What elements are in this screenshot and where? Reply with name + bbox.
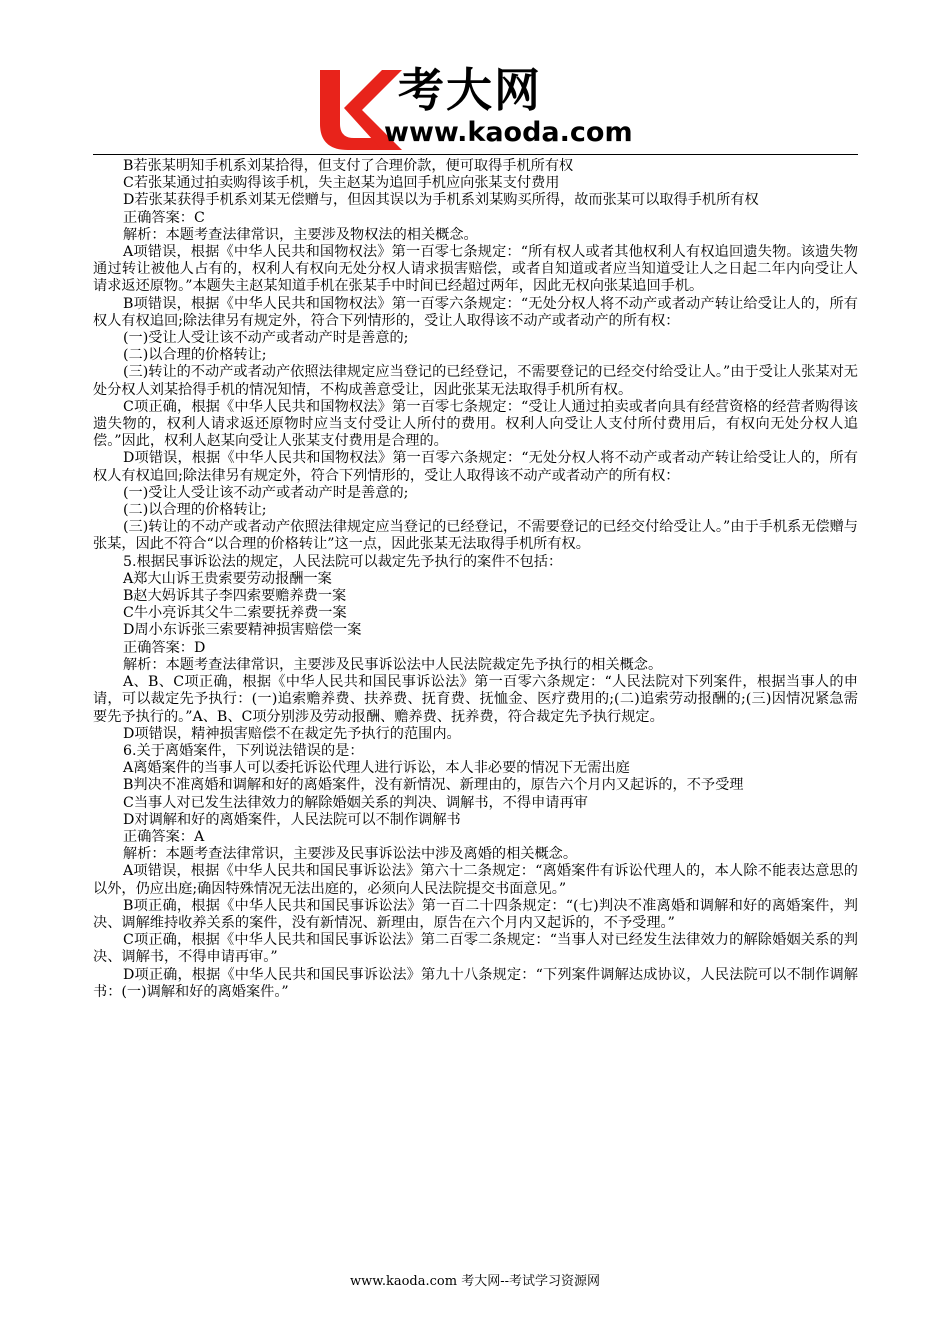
- answer-line: 正确答案：C: [123, 209, 205, 226]
- paragraph: A项错误，根据《中华人民共和国民事诉讼法》第六十二条规定：“离婚案件有诉讼代理人的，本人除不能表达意思的以外，仍应出庭;确因特殊情况无法出庭的，必须向人民法院提交书面意见。”: [93, 863, 858, 897]
- paragraph: (一)受让人受让该不动产或者动产时是善意的;: [123, 330, 409, 347]
- page-footer: www.kaoda.com 考大网--考试学习资源网: [350, 1274, 600, 1289]
- paragraph: B若张某明知手机系刘某拾得，但支付了合理价款，便可取得手机所有权: [123, 158, 574, 174]
- analysis-line: 解析：本题考查法律常识，主要涉及民事诉讼法中涉及离婚的相关概念。: [123, 846, 578, 863]
- logo-chinese-text: 考大网: [398, 63, 542, 117]
- paragraph: C项正确，根据《中华人民共和国物权法》第一百零七条规定：“受让人通过拍卖或者向具有经营资格的经营者购得该遗失物的，权利人请求返还原物时应当支付受让人所付的费用。权利人向受让人支付所付费用后，有权向无处分权人追偿。”因此，权利人赵某向受让人张某支付费用是合理的。: [93, 398, 858, 450]
- logo-url-text: www.kaoda.com: [384, 117, 633, 148]
- paragraph: D若张某获得手机系刘某无偿赠与，但因其误以为手机系刘某购买所得，故而张某可以取得手机所有权: [123, 192, 759, 209]
- paragraph: (二)以合理的价格转让;: [123, 347, 267, 364]
- question-option: A离婚案件的当事人可以委托诉讼代理人进行诉讼，本人非必要的情况下无需出庭: [123, 760, 630, 777]
- paragraph: C项正确，根据《中华人民共和国民事诉讼法》第二百零二条规定：“当事人对已经发生法律效力的解除婚姻关系的判决、调解书，不得申请再审。”: [93, 932, 858, 966]
- question-option: A郑大山诉王贵索要劳动报酬一案: [123, 570, 332, 587]
- question-option: C牛小亮诉其父牛二索要抚养费一案: [123, 605, 347, 622]
- paragraph: (三)转让的不动产或者动产依照法律规定应当登记的已经登记，不需要登记的已经交付给受让人。”由于受让人张某对无处分权人刘某拾得手机的情况知情，不构成善意受让，因此张某无法取得手机所有权。: [93, 364, 858, 398]
- analysis-line: 解析：本题考查法律常识，主要涉及民事诉讼法中人民法院裁定先予执行的相关概念。: [123, 656, 663, 673]
- paragraph: C若张某通过拍卖购得该手机，失主赵某为追回手机应向张某支付费用: [123, 175, 560, 192]
- question-stem: 6.关于离婚案件，下列说法错误的是：: [123, 742, 364, 759]
- paragraph: D项错误，根据《中华人民共和国物权法》第一百零六条规定：“无处分权人将不动产或者动产转让给受让人的，所有权人有权追回;除法律另有规定外，符合下列情形的，受让人取得该不动产或者动产的所有权：: [93, 450, 858, 484]
- paragraph: D项错误，精神损害赔偿不在裁定先予执行的范围内。: [123, 725, 461, 742]
- paragraph: B项错误，根据《中华人民共和国物权法》第一百零六条规定：“无处分权人将不动产或者动产转让给受让人的，所有权人有权追回;除法律另有规定外，符合下列情形的，受让人取得该不动产或者动产的所有权：: [93, 295, 858, 329]
- question-option: D对调解和好的离婚案件，人民法院可以不制作调解书: [123, 811, 461, 828]
- answer-line: 正确答案：A: [123, 828, 205, 845]
- question-option: B赵大妈诉其子李四索要赡养费一案: [123, 588, 347, 605]
- question-stem: 5.根据民事诉讼法的规定，人民法院可以裁定先予执行的案件不包括：: [123, 553, 563, 570]
- header-divider: [93, 154, 858, 155]
- question-option: B判决不准离婚和调解和好的离婚案件，没有新情况、新理由的，原告六个月内又起诉的，不予受理: [123, 777, 744, 794]
- question-option: C当事人对已发生法律效力的解除婚姻关系的判决、调解书，不得申请再审: [123, 794, 588, 811]
- analysis-line: 解析：本题考查法律常识，主要涉及物权法的相关概念。: [123, 226, 478, 243]
- paragraph: A、B、C项正确，根据《中华人民共和国民事诉讼法》第一百零六条规定：“人民法院对下列案件，根据当事人的申请，可以裁定先予执行：(一)追索赡养费、扶养费、抚育费、抚恤金、医疗费用的;(二)追索劳动报酬的;(三)因情况紧急需要先予执行的。”A、B、C项分别涉及劳动报酬、赡养费、抚养费，符合裁定先予执行规定。: [93, 674, 858, 725]
- question-option: D周小东诉张三索要精神损害赔偿一案: [123, 622, 362, 639]
- paragraph: D项正确，根据《中华人民共和国民事诉讼法》第九十八条规定：“下列案件调解达成协议，人民法院可以不制作调解书：(一)调解和好的离婚案件。”: [93, 966, 858, 1000]
- paragraph: (二)以合理的价格转让;: [123, 502, 267, 519]
- kaoda-logo: [310, 62, 640, 154]
- paragraph: (三)转让的不动产或者动产依照法律规定应当登记的已经登记，不需要登记的已经交付给受让人。”由于手机系无偿赠与张某，因此不符合“以合理的价格转让”这一点，因此张某无法取得手机所有权。: [93, 519, 858, 553]
- answer-line: 正确答案：D: [123, 639, 206, 656]
- document-body: [93, 158, 858, 1001]
- paragraph: (一)受让人受让该不动产或者动产时是善意的;: [123, 484, 409, 501]
- paragraph: A项错误，根据《中华人民共和国物权法》第一百零七条规定：“所有权人或者其他权利人有权追回遗失物。该遗失物通过转让被他人占有的，权利人有权向无处分权人请求损害赔偿，或者自知道或者应当知道受让人之日起二年内向受让人请求返还原物。”本题失主赵某知道手机在张某手中时间已经超过两年，因此无权向张某追回手机。: [93, 244, 858, 295]
- paragraph: B项正确，根据《中华人民共和国民事诉讼法》第一百二十四条规定：“(七)判决不准离婚和调解和好的离婚案件，判决、调解维持收养关系的案件，没有新情况、新理由，原告在六个月内又起诉的，不予受理。”: [93, 897, 858, 931]
